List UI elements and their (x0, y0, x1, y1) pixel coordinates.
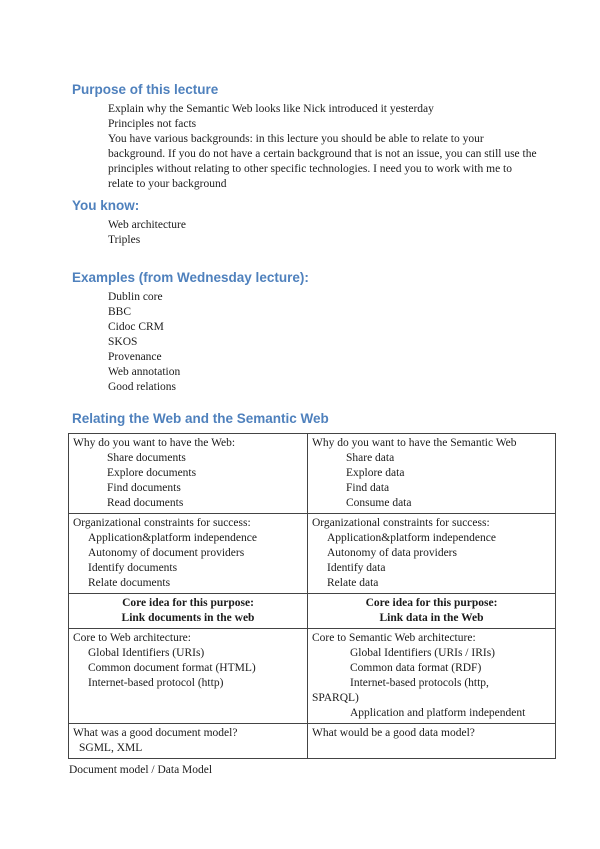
cell-header: Core to Semantic Web architecture: (312, 632, 476, 644)
cell-arch-semweb (308, 629, 556, 724)
cell-why-semweb (308, 434, 556, 514)
cell-line: Internet-based protocols (http, (350, 677, 489, 689)
you-know-list (108, 218, 540, 248)
list-item: Provenance (108, 351, 162, 363)
list-item: Triples (108, 234, 141, 246)
cell-line: Identify documents (88, 562, 178, 574)
cell-line: Application and platform independent (350, 707, 526, 719)
cell-header: Organizational constraints for success: (312, 517, 490, 529)
list-item: Cidoc CRM (108, 321, 164, 333)
cell-why-web (69, 434, 308, 514)
table-caption: Document model / Data Model (69, 764, 213, 776)
cell-core-idea-web (69, 594, 308, 629)
heading-purpose: Purpose of this lecture (72, 82, 219, 97)
heading-examples: Examples (from Wednesday lecture): (72, 270, 309, 285)
table-row-architecture (69, 629, 556, 724)
table-row-model (69, 724, 556, 759)
cell-line: Global Identifiers (URIs / IRIs) (350, 647, 495, 659)
list-item: Dublin core (108, 291, 163, 303)
cell-line: Read documents (107, 497, 184, 509)
cell-header: What was a good document model? (73, 727, 238, 739)
cell-arch-web (69, 629, 308, 724)
cell-line: Link documents in the web (121, 612, 255, 624)
purpose-paragraph: You have various backgrounds: in this lecture you should be able to relate to your background. If you do not have a certain background that is not an issue, you can still use the principles without relating to other specific technologies. I need you to work with me to relate to your background (108, 133, 537, 190)
cell-line: Find documents (107, 482, 181, 494)
cell-line: Autonomy of document providers (88, 547, 245, 559)
web-vs-semanticweb-table (68, 433, 556, 759)
purpose-line: Explain why the Semantic Web looks like Nick introduced it yesterday (108, 103, 434, 115)
list-item: Web annotation (108, 366, 181, 378)
cell-line: Explore documents (107, 467, 197, 479)
cell-line: Core idea for this purpose: (122, 597, 254, 609)
cell-header: Why do you want to have the Web: (73, 437, 236, 449)
list-item: Good relations (108, 381, 177, 393)
cell-line: Relate documents (88, 577, 171, 589)
cell-line: Autonomy of data providers (327, 547, 457, 559)
cell-line: Identify data (327, 562, 386, 574)
cell-line: Share data (346, 452, 395, 464)
purpose-line: Principles not facts (108, 118, 197, 130)
cell-line: SGML, XML (79, 742, 143, 754)
table-row-why (69, 434, 556, 514)
heading-relating: Relating the Web and the Semantic Web (72, 411, 329, 426)
cell-line: Consume data (346, 497, 412, 509)
cell-header: Core to Web architecture: (73, 632, 191, 644)
cell-line: Internet-based protocol (http) (88, 677, 224, 689)
cell-line: Core idea for this purpose: (365, 597, 498, 609)
cell-line: Common document format (HTML) (88, 662, 256, 674)
list-item: Web architecture (108, 219, 186, 231)
cell-line: SPARQL) (312, 692, 359, 704)
examples-list (108, 290, 540, 395)
cell-model-semweb (308, 724, 556, 759)
cell-constraints-semweb (308, 514, 556, 594)
cell-line: Application&platform independence (88, 532, 257, 544)
cell-header: What would be a good data model? (312, 727, 475, 739)
heading-you-know: You know: (72, 198, 140, 213)
cell-model-web (69, 724, 308, 759)
purpose-body (108, 102, 540, 192)
cell-header: Why do you want to have the Semantic Web (312, 437, 517, 449)
cell-core-idea-semweb (308, 594, 556, 629)
cell-line: Global Identifiers (URIs) (88, 647, 205, 659)
table-row-core-idea (69, 594, 556, 629)
cell-line: Link data in the Web (379, 612, 484, 624)
list-item: SKOS (108, 336, 138, 348)
list-item: BBC (108, 306, 132, 318)
cell-header: Organizational constraints for success: (73, 517, 251, 529)
cell-line: Find data (346, 482, 390, 494)
table-row-constraints (69, 514, 556, 594)
cell-constraints-web (69, 514, 308, 594)
cell-line: Application&platform independence (327, 532, 496, 544)
cell-line: Explore data (346, 467, 405, 479)
cell-line: Common data format (RDF) (350, 662, 482, 674)
cell-line: Relate data (327, 577, 379, 589)
cell-line: Share documents (107, 452, 186, 464)
